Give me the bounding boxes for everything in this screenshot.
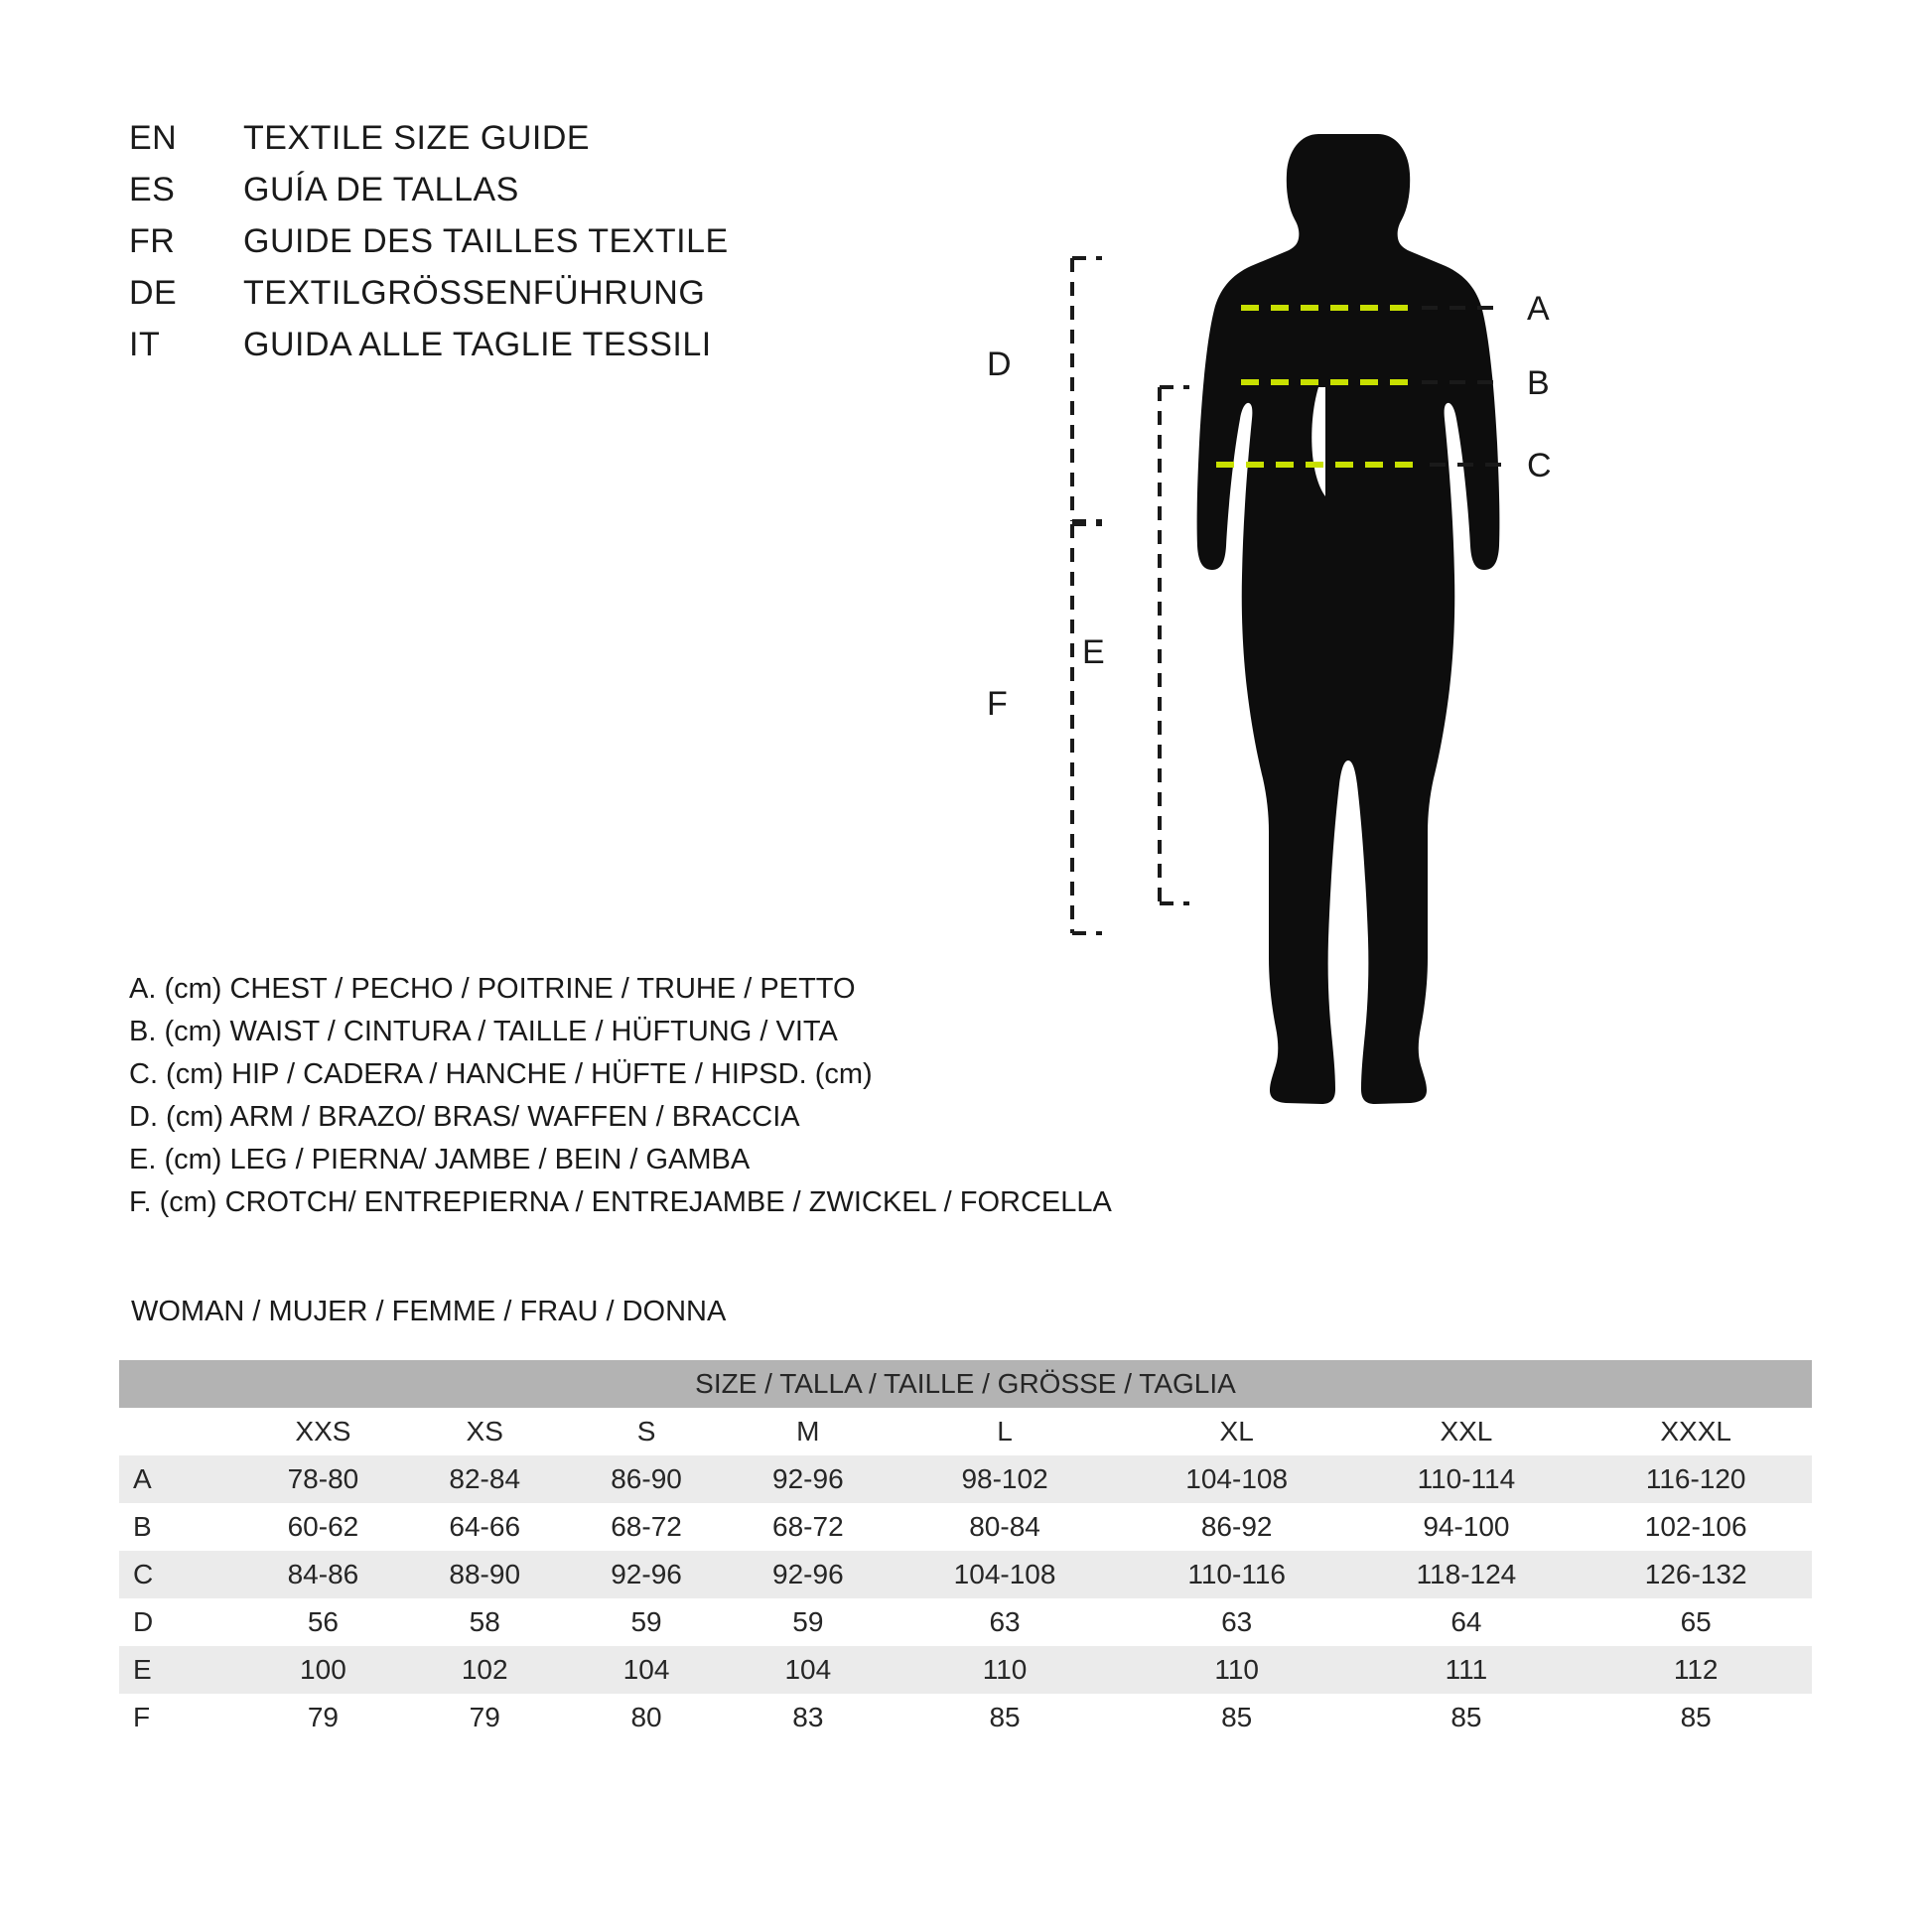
size-col-m: M (727, 1408, 889, 1455)
legend-item-d: D. (cm) ARM / BRAZO/ BRAS/ WAFFEN / BRACCIA (129, 1100, 800, 1133)
cell-b-xs: 64-66 (404, 1503, 566, 1551)
cell-b-m: 68-72 (727, 1503, 889, 1551)
title-row-it (129, 326, 884, 364)
cell-e-xxs: 100 (242, 1646, 404, 1694)
title-lang-en: EN (129, 119, 178, 157)
row-key-b: B (119, 1503, 242, 1551)
measure-label-A: A (1527, 290, 1550, 328)
table-row (119, 1551, 1812, 1598)
cell-d-m: 59 (727, 1598, 889, 1646)
cell-a-m: 92-96 (727, 1455, 889, 1503)
cell-e-l: 110 (889, 1646, 1121, 1694)
row-key-c: C (119, 1551, 242, 1598)
female-silhouette-icon (1197, 134, 1500, 1104)
cell-a-s: 86-90 (566, 1455, 728, 1503)
cell-a-xxs: 78-80 (242, 1455, 404, 1503)
cell-d-xl: 63 (1121, 1598, 1353, 1646)
measure-label-D: D (987, 345, 1012, 383)
body-measurement-diagram (987, 60, 1886, 1211)
size-col-xs: XS (404, 1408, 566, 1455)
cell-d-xxxl: 65 (1580, 1598, 1812, 1646)
cell-c-xs: 88-90 (404, 1551, 566, 1598)
cell-a-l: 98-102 (889, 1455, 1121, 1503)
cell-c-xxl: 118-124 (1352, 1551, 1580, 1598)
cell-c-xxxl: 126-132 (1580, 1551, 1812, 1598)
measure-label-C: C (1527, 447, 1552, 484)
title-text-fr: GUIDE DES TAILLES TEXTILE (243, 222, 729, 260)
legend-item-c: C. (cm) HIP / CADERA / HANCHE / HÜFTE / HIPSD. (cm) (129, 1057, 873, 1090)
title-text-es: GUÍA DE TALLAS (243, 171, 519, 208)
title-lang-fr: FR (129, 222, 176, 260)
cell-e-m: 104 (727, 1646, 889, 1694)
size-col-l: L (889, 1408, 1121, 1455)
size-chart-table (119, 1360, 1812, 1741)
title-lang-de: DE (129, 274, 178, 312)
cell-f-xxxl: 85 (1580, 1694, 1812, 1741)
table-header-label: SIZE / TALLA / TAILLE / GRÖSSE / TAGLIA (119, 1360, 1812, 1408)
measure-bracket-leg (1082, 387, 1189, 903)
row-key-f: F (119, 1694, 242, 1741)
cell-b-xxs: 60-62 (242, 1503, 404, 1551)
cell-d-xxs: 56 (242, 1598, 404, 1646)
table-sizes-row (119, 1408, 1812, 1455)
cell-c-l: 104-108 (889, 1551, 1121, 1598)
title-lang-es: ES (129, 171, 176, 208)
table-header-row (119, 1360, 1812, 1408)
cell-f-s: 80 (566, 1694, 728, 1741)
table-row (119, 1598, 1812, 1646)
cell-e-xxxl: 112 (1580, 1646, 1812, 1694)
cell-b-xxxl: 102-106 (1580, 1503, 1812, 1551)
table-row (119, 1694, 1812, 1741)
cell-a-xl: 104-108 (1121, 1455, 1353, 1503)
cell-e-xxl: 111 (1352, 1646, 1580, 1694)
table-sizes-rowhead (119, 1408, 242, 1455)
measure-label-E: E (1082, 633, 1105, 671)
cell-f-xl: 85 (1121, 1694, 1353, 1741)
measurement-legend (129, 968, 1181, 1223)
cell-f-xxs: 79 (242, 1694, 404, 1741)
cell-a-xxxl: 116-120 (1580, 1455, 1812, 1503)
measure-label-F: F (987, 685, 1008, 723)
table-row (119, 1646, 1812, 1694)
cell-c-m: 92-96 (727, 1551, 889, 1598)
cell-b-s: 68-72 (566, 1503, 728, 1551)
legend-item-a: A. (cm) CHEST / PECHO / POITRINE / TRUHE / PETTO (129, 973, 856, 1005)
cell-e-s: 104 (566, 1646, 728, 1694)
cell-b-xl: 86-92 (1121, 1503, 1353, 1551)
title-row-en (129, 119, 884, 158)
legend-item-f: F. (cm) CROTCH/ ENTREPIERNA / ENTREJAMBE / ZWICKEL / FORCELLA (129, 1185, 1112, 1218)
cell-a-xxl: 110-114 (1352, 1455, 1580, 1503)
size-col-s: S (566, 1408, 728, 1455)
group-caption: WOMAN / MUJER / FEMME / FRAU / DONNA (131, 1296, 727, 1327)
row-key-a: A (119, 1455, 242, 1503)
table-row (119, 1503, 1812, 1551)
cell-d-xs: 58 (404, 1598, 566, 1646)
title-row-fr (129, 222, 884, 261)
measure-label-B: B (1527, 364, 1550, 402)
title-row-es (129, 171, 884, 209)
title-row-de (129, 274, 884, 313)
cell-a-xs: 82-84 (404, 1455, 566, 1503)
row-key-d: D (119, 1598, 242, 1646)
title-lang-it: IT (129, 326, 161, 363)
cell-d-xxl: 64 (1352, 1598, 1580, 1646)
legend-item-e: E. (cm) LEG / PIERNA/ JAMBE / BEIN / GAMBA (129, 1143, 751, 1175)
row-key-e: E (119, 1646, 242, 1694)
size-col-xxxl: XXXL (1580, 1408, 1812, 1455)
cell-d-s: 59 (566, 1598, 728, 1646)
title-text-it: GUIDA ALLE TAGLIE TESSILI (243, 326, 712, 363)
title-block (129, 119, 884, 377)
cell-f-l: 85 (889, 1694, 1121, 1741)
legend-item-b: B. (cm) WAIST / CINTURA / TAILLE / HÜFTUNG / VITA (129, 1015, 838, 1047)
measure-bracket-crotch (987, 524, 1102, 933)
cell-b-xxl: 94-100 (1352, 1503, 1580, 1551)
size-col-xxs: XXS (242, 1408, 404, 1455)
cell-f-xs: 79 (404, 1694, 566, 1741)
title-text-de: TEXTILGRÖSSENFÜHRUNG (243, 274, 706, 312)
cell-f-m: 83 (727, 1694, 889, 1741)
measure-bracket-arm (987, 258, 1102, 521)
cell-e-xl: 110 (1121, 1646, 1353, 1694)
cell-b-l: 80-84 (889, 1503, 1121, 1551)
cell-e-xs: 102 (404, 1646, 566, 1694)
cell-d-l: 63 (889, 1598, 1121, 1646)
cell-f-xxl: 85 (1352, 1694, 1580, 1741)
size-col-xl: XL (1121, 1408, 1353, 1455)
title-text-en: TEXTILE SIZE GUIDE (243, 119, 591, 157)
size-col-xxl: XXL (1352, 1408, 1580, 1455)
table-row (119, 1455, 1812, 1503)
cell-c-xl: 110-116 (1121, 1551, 1353, 1598)
cell-c-s: 92-96 (566, 1551, 728, 1598)
cell-c-xxs: 84-86 (242, 1551, 404, 1598)
